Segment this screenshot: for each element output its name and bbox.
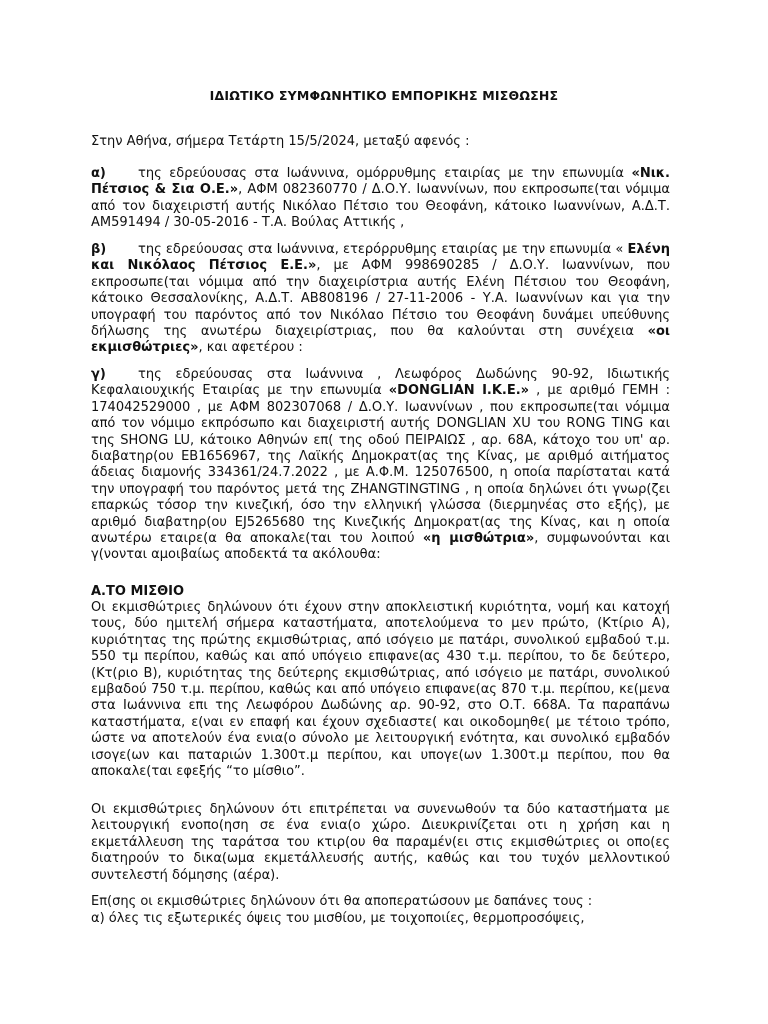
party-b-label: β) <box>91 242 107 257</box>
party-a-text-2: , ΑΦΜ 082360770 / Δ.Ο.Υ. Ιωαννίνων, που εκπροσωπε(ται νόμιμα από τον διαχειριστή αυτής Νικόλαο Πέτσιο του Θεοφάνη, κάτοικο Ιωαννίνων, Α.Δ.Τ. ΑΜ591494 / 30-05-2016 - Τ.Α. Βούλας Αττικής , <box>91 182 670 231</box>
party-c-text-2: , με αριθμό ΓΕΜΗ : 174042529000 , με ΑΦΜ 802307068 / Δ.Ο.Υ. Ιωαννίνων , που εκπροσωπε(ται νόμιμα από τον νόμιμο εκπρόσωπο και διαχειριστή αυτής DONGLIAN XU του RONG TING και της SHONG LU, κάτοικο Αθηνών επ( της οδού ΠΕΙΡΑΙΩΣ , αρ. 68Α, κάτοχο του υπ' αρ. διαβατηρ(ου ΕΒ1656967, της Λαϊκής Δημοκρατ(ας της Κίνας, με αριθμό αιτήματος άδειας διαμονής 334361/24.7.2022 , με Α.Φ.Μ. 125076500, η οποία παρίσταται κατά την υπογραφή του παρόντος μετά της ZHANGTINGTING , η οποία δηλώνει ότι γνωρ(ζει επαρκώς τόσορ την κινεζική, όσο την ελληνική γλώσσα (διερμηνέας στο εξής), με αριθμό διαβατηρ(ου EJ5265680 της Κινεζικής Δημοκρατ(ας της Κίνας, και η οποία ανωτέρω εταιρε(α θα αποκαλε(ται του λοιπού <box>91 383 671 547</box>
party-c-text-1: της εδρεύουσας στα Ιωάννινα , Λεωφόρος Δωδώνης 90-92, Ιδιωτικής Κεφαλαιουχικής Εταιρίας με την επωνυμία <box>91 367 670 399</box>
party-c-paragraph <box>91 367 670 564</box>
party-b-role: «οι εκμισθώτριες» <box>91 324 670 356</box>
intro-line: Στην Αθήνα, σήμερα Τετάρτη 15/5/2024, μεταξύ αφενός : <box>91 134 470 149</box>
party-b-text-3: , και αφετέρου : <box>198 340 303 356</box>
party-b-text-1: της εδρεύουσας στα Ιωάννινα, ετερόρρυθμης εταιρίας με την επωνυμία « <box>138 242 628 257</box>
section-a-paragraph-2: Οι εκμισθώτριες δηλώνουν ότι επιτρέπεται να συνενωθούν τα δύο καταστήματα με λειτουργική ενοπο(ηση σε ένα ενια(ο χώρο. Διευκρινίζεται οτι η χρήση και η εκμετάλλευση της ταράτσα του κτιρ(ου θα παραμέν(ει στις εκμισθώτριες οι οπο(ες διατηρούν το δικα(ωμα εκμετάλλευσής αυτής, καθώς και του τυχόν μελλοντικού συντελεστή δόμησης (αέρα). <box>91 802 670 883</box>
party-a-text-1: της εδρεύουσας στα Ιωάννινα, ομόρρυθμης εταιρίας με την επωνυμία <box>138 166 632 181</box>
section-a-paragraph-3-line-1: Επ(σης οι εκμισθώτριες δηλώνουν ότι θα αποπερατώσουν με δαπάνες τους : <box>91 894 593 909</box>
party-b-name: Ελένη και Νικόλαος Πέτσιος Ε.Ε.» <box>91 242 670 274</box>
party-c-text-3: , συμφωνούνται και γ(νονται αμοιβαίως αποδεκτά τα ακόλουθα: <box>91 531 670 563</box>
party-c-name: «DONGLIAN I.K.E.» <box>388 383 530 399</box>
party-c-label: γ) <box>91 367 106 382</box>
section-a-paragraph-1: Οι εκμισθώτριες δηλώνουν ότι έχουν στην αποκλειστική κυριότητα, νομή και κατοχή τους, δύο ημιτελή σήμερα καταστήματα, αποτελούμενα το μεν πρώτο, (Κτίριο Α), κυριότητας της πρώτης εκμισθώτριας, από ισόγειο με πατάρι, συνολικού εμβαδού τ.μ. 550 τμ περίπου, καθώς και από υπόγειο επιφανε(ας 430 τ.μ. περίπου, το δε δεύτερο, (Κτ(ριο Β), κυριότητας της δεύτερης εκμισθώτριας, από ισόγειο με πατάρι, συνολικού εμβαδού 750 τ.μ. περίπου, καθώς και από υπόγειο επιφανε(ας 870 τ.μ. περίπου, κε(μενα στα Ιωάννινα επι της Λεωφόρου Δωδώνης αρ. 90-92, στο Ο.Τ. 668Α. Τα παραπάνω καταστήματα, ε(ναι εν επαφή και έχουν σχεδιαστε( και οικοδομηθε( με τέτοιο τρόπο, ώστε να αποτελούν ένα ενια(ο σύνολο με λειτουργική ενότητα, και συνολικό εμβαδόν ισογε(ων και παταριών 1.300τ.μ περίπου, και υπογε(ων 1.300τ.μ περίπου, που θα αποκαλε(ται εφεξής “το μίσθιο”. <box>91 600 670 780</box>
party-c-role: «η μισθώτρια» <box>422 531 535 547</box>
party-a-label: α) <box>91 166 106 181</box>
party-a-name: «Νικ. Πέτσιος & Σια Ο.Ε.» <box>91 166 670 198</box>
party-b-paragraph <box>91 242 670 357</box>
section-a-paragraph-3-line-2: α) όλες τις εξωτερικές όψεις του μισθίου, με τοιχοποιίες, θερμοπροσόψεις, <box>91 911 585 926</box>
party-b-text-2: , με ΑΦΜ 998690285 / Δ.Ο.Υ. Ιωαννίνων, που εκπροσωπε(ται νόμιμα από την διαχειρίστρια αυτής Ελένη Πέτσιου του Θεοφάνη, κάτοικο Θεσσαλονίκης, Α.Δ.Τ. ΑΒ808196 / 27-11-2006 - Υ.Α. Ιωαννίνων και για την υπογραφή του παρόντος από τον Νικόλαο Πέτσιο του Θεοφάνη δυνάμει υπεύθυνης δήλωσης της ανωτέρω διαχειρίστριας, που θα καλούνται στη συνέχεια <box>91 258 670 340</box>
section-a-heading: Α.ΤΟ ΜΙΣΘΙΟ <box>91 584 185 599</box>
document-title: ΙΔΙΩΤΙΚΟ ΣΥΜΦΩΝΗΤΙΚΟ ΕΜΠΟΡΙΚΗΣ ΜΙΣΘΩΣΗΣ <box>209 88 559 103</box>
party-a-paragraph <box>91 166 670 232</box>
